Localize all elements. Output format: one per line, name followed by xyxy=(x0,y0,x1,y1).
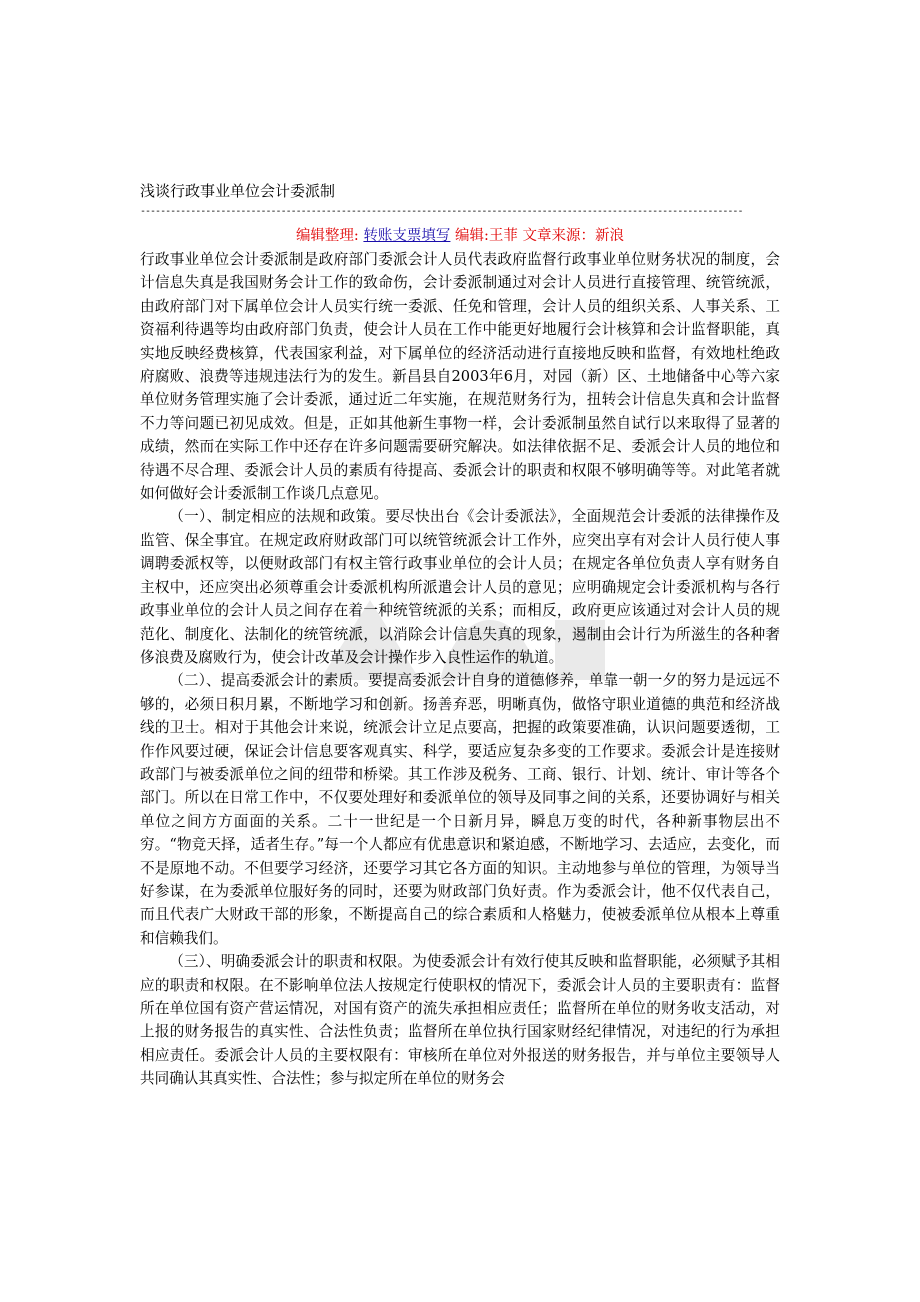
document-title: 浅谈行政事业单位会计委派制 xyxy=(140,182,336,200)
article-body xyxy=(140,248,780,1091)
byline-editor-link[interactable]: 转账支票填写 xyxy=(363,228,451,244)
byline xyxy=(140,224,780,248)
byline-editor2: 编辑:王菲 xyxy=(455,228,518,244)
byline-editor-label: 编辑整理: xyxy=(295,228,359,244)
byline-source: 文章来源：新浪 xyxy=(522,228,625,244)
paragraph-section-2: （二）、提高委派会计的素质。要提高委派会计自身的道德修养，单靠一朝一夕的努力是远远不够的，必须日积月累，不断地学习和创新。扬善弃恶，明晰真伪，做恪守职业道德的典范和经济战线的卫士。相对于其他会计来说，统派会计立足点要高，把握的政策要准确，认识问题要透彻，工作作风要过硬，保证会计信息要客观真实、科学，要适应复杂多变的工作要求。委派会计是连接财政部门与被委派单位之间的纽带和桥梁。其工作涉及税务、工商、银行、计划、统计、审计等各个部门。所以在日常工作中，不仅要处理好和委派单位的领导及同事之间的关系，还要协调好与相关单位之间方方面面的关系。二十一世纪是一个日新月异，瞬息万变的时代，各种新事物层出不穷。“物竞天择，适者生存。”每一个人都应有优患意识和紧迫感，不断地学习、去适应，去变化，而不是原地不动。不但要学习经济，还要学习其它各方面的知识。主动地参与单位的管理，为领导当好参谋，在为委派单位服好务的同时，还要为财政部门负好责。作为委派会计，他不仅代表自己，而且代表广大财政干部的形象，不断提高自己的综合素质和人格魅力，使被委派单位从根本上尊重和信赖我们。 xyxy=(140,672,780,947)
paragraph-section-3: （三）、明确委派会计的职责和权限。为使委派会计有效行使其反映和监督职能，必须赋予其相应的职责和权限。在不影响单位法人按规定行使职权的情况下，委派会计人员的主要职责有：监督所在单位国有资产营运情况，对国有资产的流失承担相应责任；监督所在单位的财务收支活动，对上报的财务报告的真实性、合法性负责；监督所在单位执行国家财经纪律情况，对违纪的行为承担相应责任。委派会计人员的主要权限有：审核所在单位对外报送的财务报告，并与单位主要领导人共同确认其真实性、合法性；参与拟定所在单位的财务会 xyxy=(140,953,780,1088)
separator-rule: ------------------------------------------------------------------------------------------------------------------------ xyxy=(140,206,743,217)
document-page xyxy=(140,180,780,1091)
paragraph-section-1: （一）、制定相应的法规和政策。要尽快出台《会计委派法》，全面规范会计委派的法律操作及监管、保全事宜。在规定政府财政部门可以统管统派会计工作外，应突出享有对会计人员行使人事调聘委派权等，以便财政部门有权主管行政事业单位的会计人员；在规定各单位负责人享有财务自主权中，还应突出必须尊重会计委派机构所派遣会计人员的意见；应明确规定会计委派机构与各行政事业单位的会计人员之间存在着一种统管统派的关系；而相反，政府更应该通过对会计人员的规范化、制度化、法制化的统管统派，以消除会计信息失真的现象，遏制由会计行为所滋生的各种奢侈浪费及腐败行为，使会计改革及会计操作步入良性运作的轨道。 xyxy=(140,508,780,666)
paragraph-intro: 行政事业单位会计委派制是政府部门委派会计人员代表政府监督行政事业单位财务状况的制度，会计信息失真是我国财务会计工作的致命伤，会计委派制通过对会计人员进行直接管理、统管统派，由政府部门对下属单位会计人员实行统一委派、任免和管理，会计人员的组织关系、人事关系、工资福利待遇等均由政府部门负责，使会计人员在工作中能更好地履行会计核算和会计监督职能，真实地反映经费核算，代表国家利益，对下属单位的经济活动进行直接地反映和监督，有效地杜绝政府腐败、浪费等违规违法行为的发生。新昌县自2003年6月，对园（新）区、土地储备中心等六家单位财务管理实施了会计委派，通过近二年实施，在规范财务行为，扭转会计信息失真和会计监督不力等问题已初见成效。但是，正如其他新生事物一样，会计委派制虽然自试行以来取得了显著的成绩，然而在实际工作中还存在许多问题需要研究解决。如法律依据不足、委派会计人员的地位和待遇不尽合理、委派会计人员的素质有待提高、委派会计的职责和权限不够明确等等。对此笔者就如何做好会计委派制工作谈几点意见。 xyxy=(140,251,780,503)
